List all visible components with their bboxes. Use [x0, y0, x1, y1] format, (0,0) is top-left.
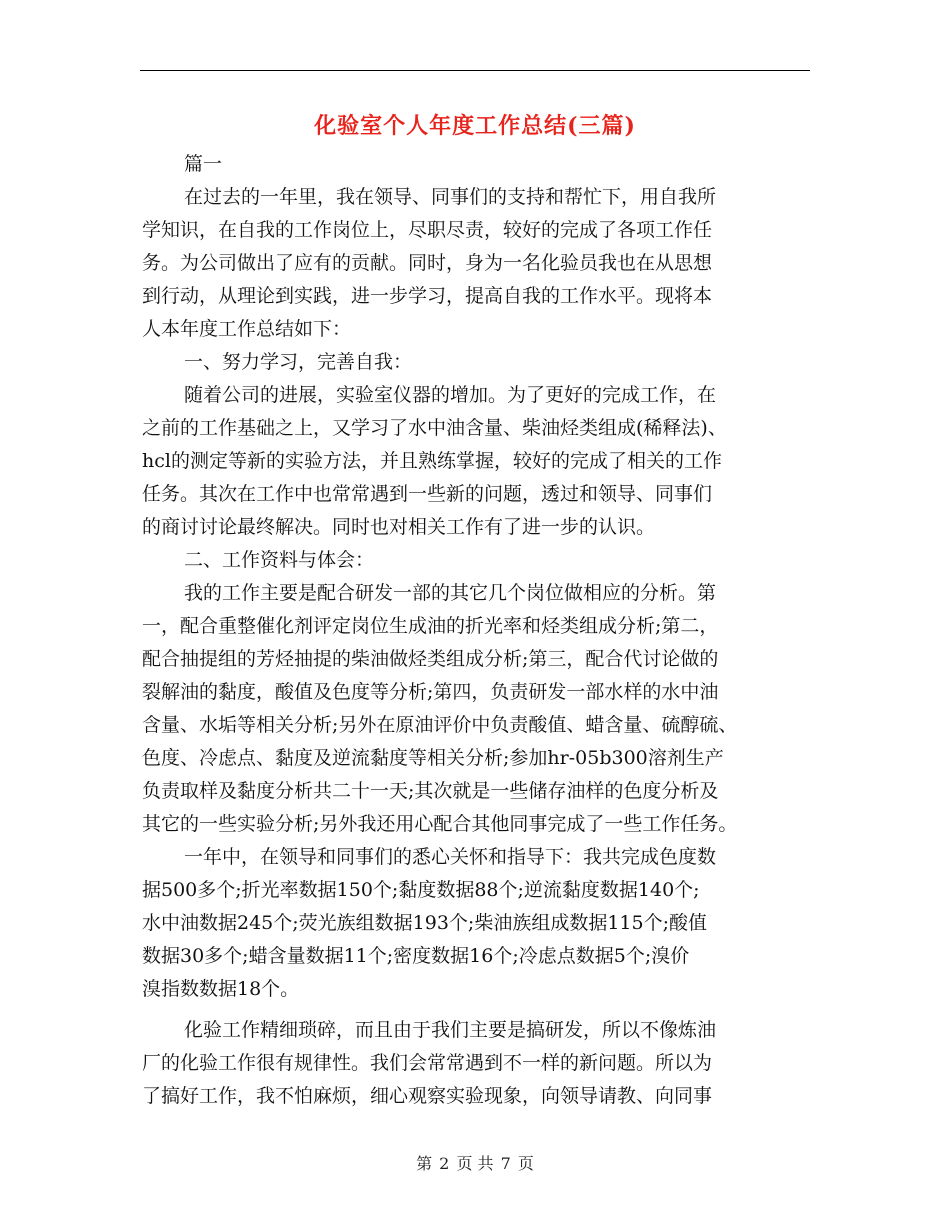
footer-current-page: 2 — [439, 1154, 450, 1173]
footer-prefix: 第 — [416, 1154, 433, 1173]
text-line: 负责取样及黏度分析共二十一天;其次就是一些储存油样的色度分析及 — [142, 780, 719, 802]
text-line: 学知识，在自我的工作岗位上，尽职尽责，较好的完成了各项工作任 — [142, 219, 713, 241]
text-line: 二、工作资料与体会： — [184, 549, 375, 571]
text-line: 配合抽提组的芳烃抽提的柴油做烃类组成分析;第三，配合代讨论做的 — [142, 648, 719, 670]
text-line: 化验工作精细琐碎，而且由于我们主要是搞研发，所以不像炼油 — [184, 1019, 717, 1041]
text-line: 务。为公司做出了应有的贡献。同时，身为一名化验员我也在从思想 — [142, 252, 713, 274]
text-line: 一年中，在领导和同事们的悉心关怀和指导下：我共完成色度数 — [184, 846, 717, 868]
footer-middle: 页 共 — [456, 1154, 494, 1173]
text-line: 到行动，从理论到实践，进一步学习，提高自我的工作水平。现将本 — [142, 285, 713, 307]
text-line: 其它的一些实验分析;另外我还用心配合其他同事完成了一些工作任务。 — [142, 813, 738, 835]
text-line: 数据30多个;蜡含量数据11个;密度数据16个;冷虑点数据5个;溴价 — [142, 945, 690, 967]
footer-total-pages: 7 — [500, 1154, 511, 1173]
text-line: 我的工作主要是配合研发一部的其它几个岗位做相应的分析。第 — [184, 582, 717, 604]
document-title: 化验室个人年度工作总结(三篇) — [314, 113, 636, 139]
text-line: 任务。其次在工作中也常常遇到一些新的问题，透过和领导、同事们 — [142, 483, 713, 505]
text-line: 厂的化验工作很有规律性。我们会常常遇到不一样的新问题。所以为 — [142, 1052, 713, 1074]
text-line: 篇一 — [184, 153, 223, 175]
text-line: 在过去的一年里，我在领导、同事们的支持和帮忙下，用自我所 — [184, 186, 717, 208]
text-line: 的商讨讨论最终解决。同时也对相关工作有了进一步的认识。 — [142, 516, 656, 538]
text-line: 一，配合重整催化剂评定岗位生成油的折光率和烃类组成分析;第二， — [142, 615, 719, 637]
text-line: 据500多个;折光率数据150个;黏度数据88个;逆流黏度数据140个; — [142, 879, 700, 901]
footer-suffix: 页 — [517, 1154, 534, 1173]
text-line: 含量、水垢等相关分析;另外在原油评价中负责酸值、蜡含量、硫醇硫、 — [142, 714, 738, 736]
page-footer — [0, 1152, 950, 1176]
text-line: 溴指数数据18个。 — [142, 978, 300, 1000]
text-line: 之前的工作基础之上，又学习了水中油含量、柴油烃类组成(稀释法)、 — [142, 417, 727, 439]
text-line: 随着公司的进展，实验室仪器的增加。为了更好的完成工作，在 — [184, 384, 717, 406]
text-line: 了搞好工作，我不怕麻烦，细心观察实验现象，向领导请教、向同事 — [142, 1085, 713, 1107]
header-rule — [140, 70, 810, 71]
text-line: hcl的测定等新的实验方法，并且熟练掌握，较好的完成了相关的工作 — [142, 450, 722, 472]
text-line: 裂解油的黏度，酸值及色度等分析;第四，负责研发一部水样的水中油 — [142, 681, 719, 703]
paragraph-gap — [142, 1006, 810, 1014]
document-body — [142, 148, 810, 1113]
text-line: 色度、冷虑点、黏度及逆流黏度等相关分析;参加hr-05b300溶剂生产 — [142, 747, 724, 769]
text-line: 水中油数据245个;荧光族组数据193个;柴油族组成数据115个;酸值 — [142, 912, 708, 934]
text-line: 一、努力学习，完善自我： — [184, 351, 413, 373]
text-line: 人本年度工作总结如下： — [142, 318, 352, 340]
